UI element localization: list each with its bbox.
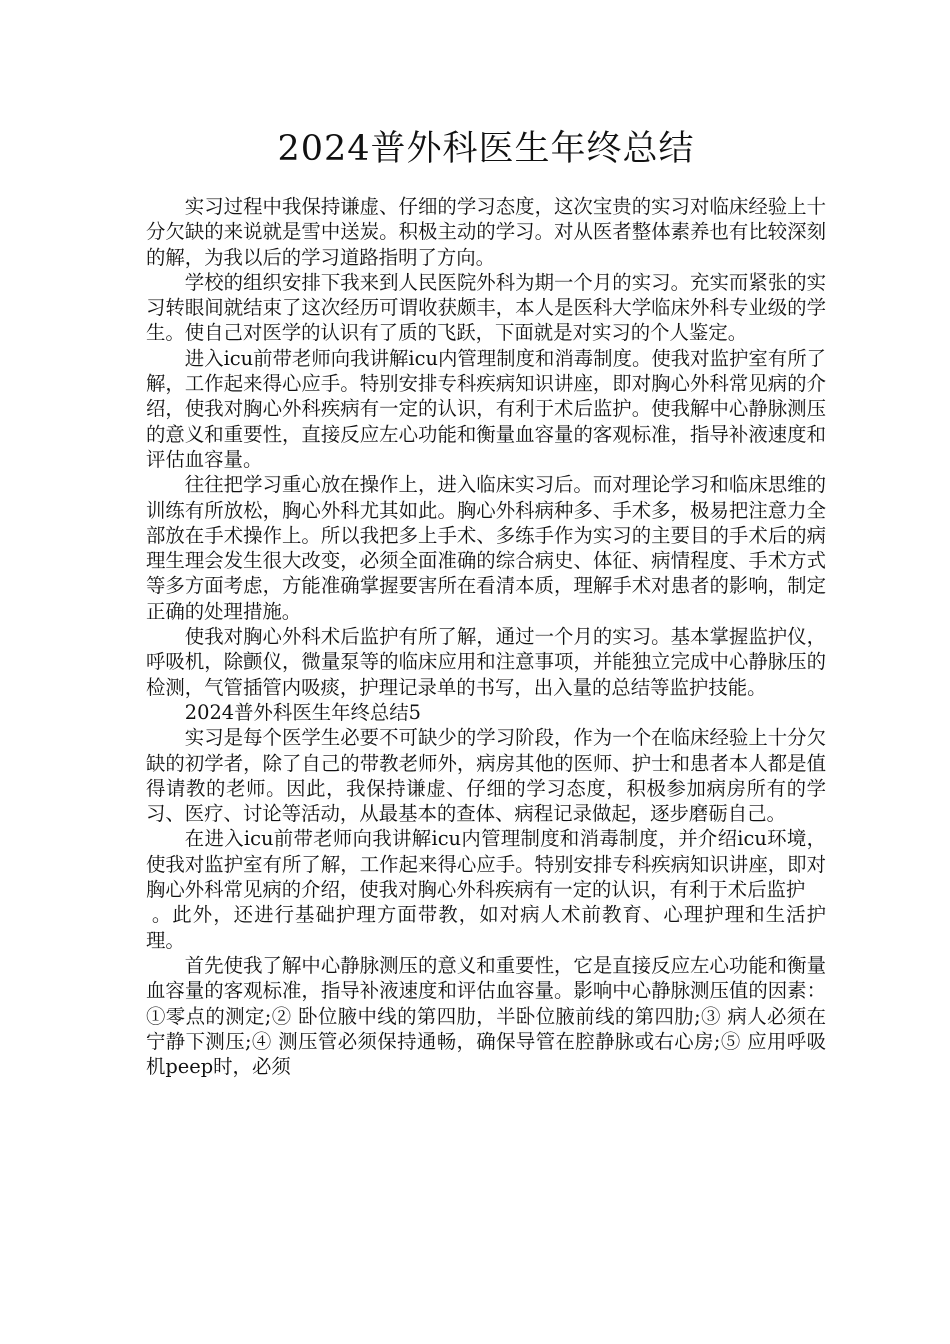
paragraph: 进入icu前带老师向我讲解icu内管理制度和消毒制度。使我对监护室有所了解，工作起来得心应手。特别安排专科疾病知识讲座，即对胸心外科常见病的介绍，使我对胸心外科疾病有一定的认识，有利于术后监护。使我解中心静脉测压的意义和重要性，直接反应左心功能和衡量血容量的客观标准，指导补液速度和评估血容量。 <box>146 346 826 471</box>
paragraph: 。此外，还进行基础护理方面带教，如对病人术前教育、心理护理和生活护理。 <box>146 903 826 952</box>
section-heading: 2024普外科医生年终总结5 <box>184 700 421 724</box>
paragraph: 实习是每个医学生必要不可缺少的学习阶段，作为一个在临床经验上十分欠缺的初学者，除了自己的带教老师外，病房其他的医师、护士和患者本人都是值得请教的老师。因此，我保持谦虚、仔细的学习态度，积极参加病房所有的学习、医疗、讨论等活动，从最基本的查体、病程记录做起，逐步磨砺自己。 <box>146 726 826 826</box>
paragraph: 往往把学习重心放在操作上，进入临床实习后。而对理论学习和临床思维的训练有所放松，胸心外科尤其如此。胸心外科病种多、手术多，极易把注意力全部放在手术操作上。所以我把多上手术、多练手作为实习的主要目的手术后的病理生理会发生很大改变，必须全面准确的综合病史、体征、病情程度、手术方式等多方面考虑，方能准确掌握要害所在看清本质，理解手术对患者的影响，制定正确的处理措施。 <box>146 473 826 623</box>
document-title: 2024普外科医生年终总结 <box>277 129 695 169</box>
paragraph: 学校的组织安排下我来到人民医院外科为期一个月的实习。充实而紧张的实习转眼间就结束了这次经历可谓收获颇丰，本人是医科大学临床外科专业级的学生。使自己对医学的认识有了质的飞跃，下面就是对实习的个人鉴定。 <box>146 270 826 345</box>
paragraph: 实习过程中我保持谦虚、仔细的学习态度，这次宝贵的实习对临床经验上十分欠缺的来说就是雪中送炭。积极主动的学习。对从医者整体素养也有比较深刻的解，为我以后的学习道路指明了方向。 <box>146 195 826 269</box>
document-page <box>146 124 826 1079</box>
paragraph: 在进入icu前带老师向我讲解icu内管理制度和消毒制度，并介绍icu环境，使我对监护室有所了解，工作起来得心应手。特别安排专科疾病知识讲座，即对胸心外科常见病的介绍，使我对胸心外科疾病有一定的认识，有利于术后监护 <box>146 827 826 902</box>
paragraph: 使我对胸心外科术后监护有所了解，通过一个月的实习。基本掌握监护仪，呼吸机，除颤仪，微量泵等的临床应用和注意事项，并能独立完成中心静脉压的检测，气管插管内吸痰，护理记录单的书写，出入量的总结等监护技能。 <box>146 625 826 699</box>
paragraph: 首先使我了解中心静脉测压的意义和重要性，它是直接反应左心功能和衡量血容量的客观标准，指导补液速度和评估血容量。影响中心静脉测压值的因素：①零点的测定;② 卧位腋中线的第四肋，半卧位腋前线的第四肋;③ 病人必须在宁静下测压;④ 测压管必须保持通畅，确保导管在腔静脉或右心房;⑤ 应用呼吸机peep时，必须 <box>146 953 826 1079</box>
